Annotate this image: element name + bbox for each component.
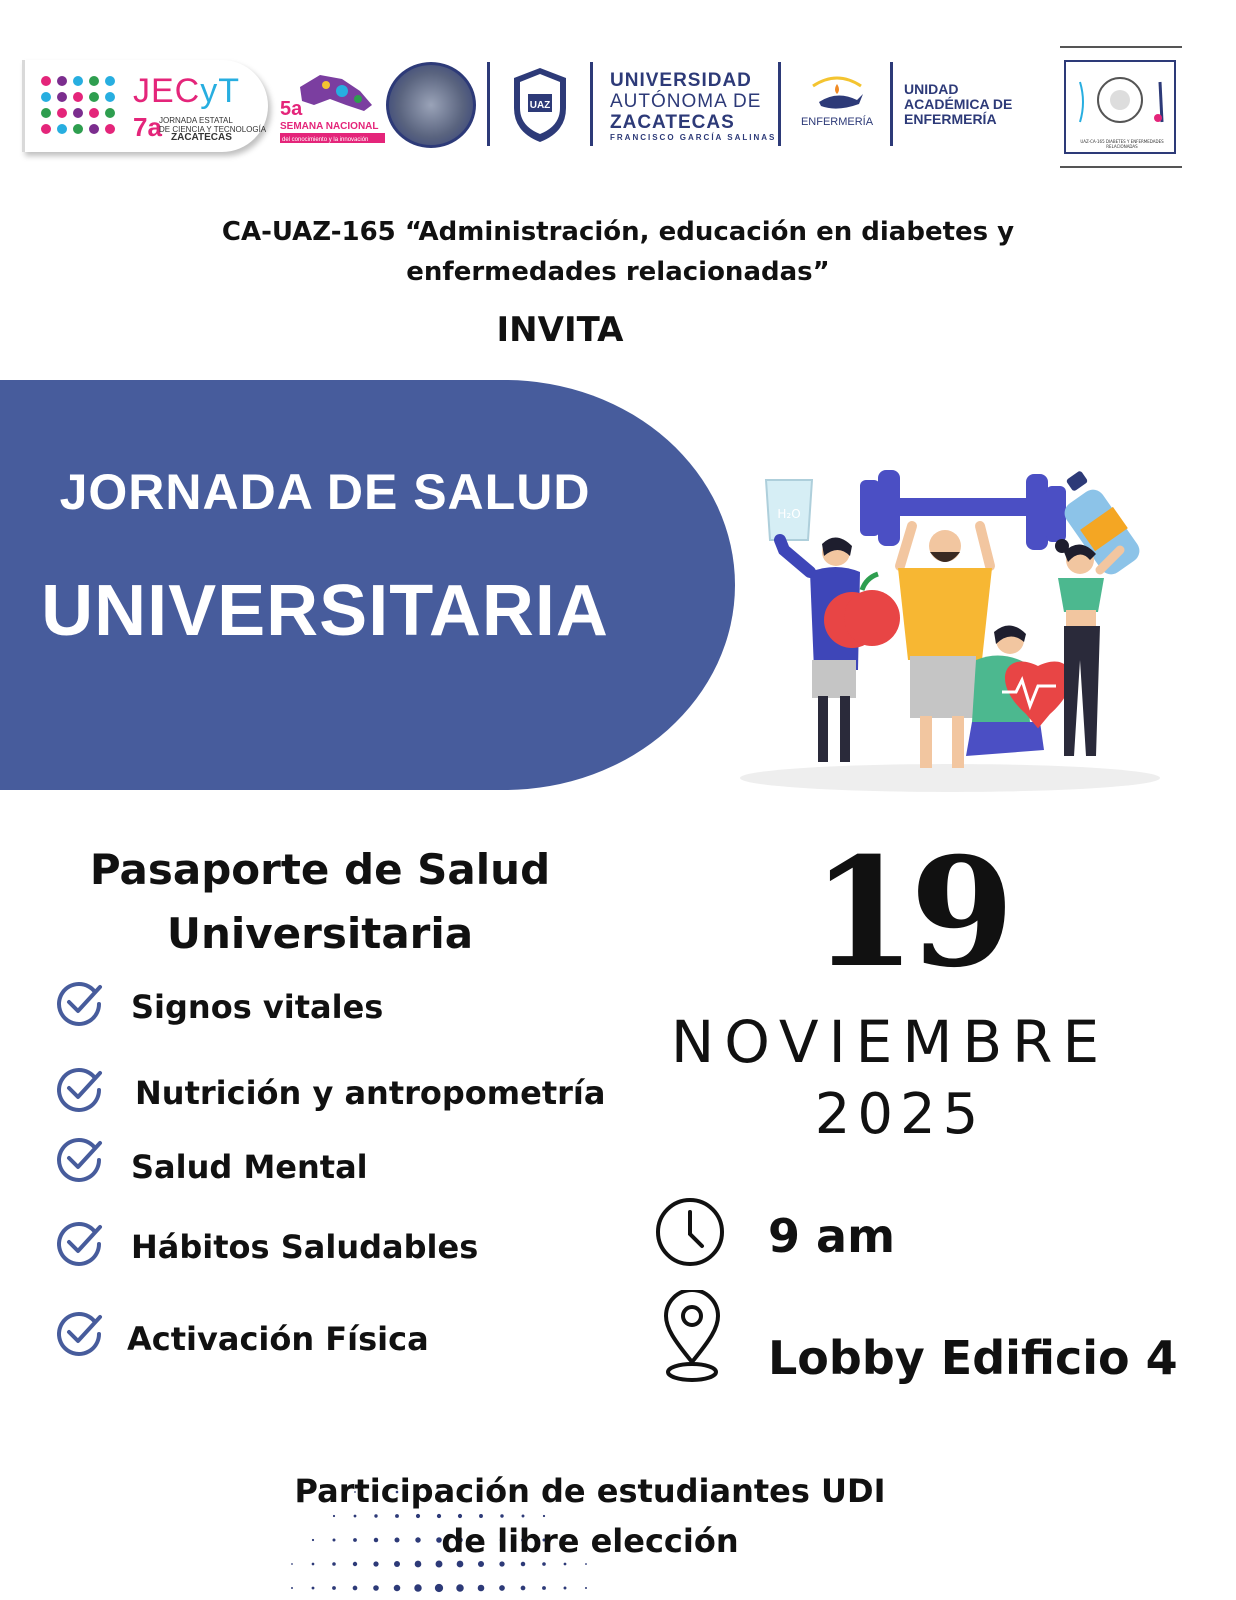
jecyt-number: 7a (133, 112, 162, 142)
water-glass-icon (766, 480, 812, 540)
jecyt-city: ZACATECAS (171, 132, 232, 143)
divider (890, 62, 893, 146)
list-item-label: Signos vitales (131, 988, 384, 1026)
list-item-label: Salud Mental (131, 1148, 368, 1186)
university-seal-icon (386, 62, 476, 148)
check-circle-icon (55, 1134, 105, 1184)
jecyt-title: JECyT (133, 72, 241, 110)
footer-note: Participación de estudiantes UDI de libre elección (294, 1472, 886, 1560)
divider (590, 62, 593, 146)
semana-number: 5a (280, 98, 303, 120)
svg-text:H₂O: H₂O (777, 507, 801, 521)
healthy-people-illustration (740, 460, 1180, 800)
list-item-label: Activación Física (127, 1320, 429, 1358)
logo-strip (0, 40, 1236, 180)
event-day: 19 (811, 825, 1009, 1001)
banner-line-1: JORNADA DE SALUD (59, 464, 591, 520)
person-with-apple-icon (780, 537, 900, 762)
semana-nacional-logo (280, 65, 385, 150)
check-circle-icon (55, 978, 105, 1028)
jecyt-logo (22, 60, 268, 152)
enfermeria-label: ENFERMERÍA (800, 116, 874, 128)
list-item-label: Hábitos Saludables (131, 1228, 479, 1266)
event-time: 9 am (768, 1209, 895, 1263)
enfermeria-logo (793, 70, 881, 150)
divider (487, 62, 490, 146)
academic-body-title: CA-UAZ-165 “Administración, educación en diabetes y enfermedades relacionadas” (221, 217, 1015, 287)
divider (778, 62, 781, 146)
dumbbell-icon (860, 470, 1066, 550)
jecyt-subtitle: JORNADA ESTATAL DE CIENCIA Y TECNOLOGÍA (159, 116, 267, 134)
event-year: 2025 (814, 1082, 986, 1147)
event-month: NOVIEMBRE (670, 1008, 1110, 1076)
check-circle-icon (55, 1218, 105, 1268)
ca-emblem-icon (1066, 62, 1174, 142)
uaz-badge-text: UAZ (529, 100, 551, 111)
ca-caption: UAZ-CA-165 DIABETES Y ENFERMEDADES RELACIONADAS (1080, 139, 1164, 149)
semana-subtitle: del conocimiento y la innovación (282, 137, 369, 143)
check-circle-icon (55, 1308, 105, 1358)
list-item-label: Nutrición y antropometría (135, 1074, 606, 1112)
ca-logo (1060, 46, 1182, 168)
location-pin-icon (660, 1290, 724, 1394)
clock-icon (650, 1192, 730, 1276)
unidad-academica-wordmark: UNIDAD ACADÉMICA DE ENFERMERÍA (904, 81, 1013, 127)
check-circle-icon (55, 1064, 105, 1114)
passport-title: Pasaporte de Salud Universitaria (89, 845, 551, 958)
uaz-wordmark: UNIVERSIDAD AUTÓNOMA DE ZACATECAS FRANCISCO GARCÍA SALINAS (610, 70, 777, 142)
invita-label: INVITA (496, 310, 624, 350)
oil-lamp-icon (793, 70, 881, 116)
uaz-shield-icon (510, 64, 570, 144)
semana-title: SEMANA NACIONAL (280, 121, 379, 132)
banner-line-2: UNIVERSITARIA (41, 571, 609, 651)
event-location: Lobby Edificio 4 (768, 1331, 1178, 1385)
